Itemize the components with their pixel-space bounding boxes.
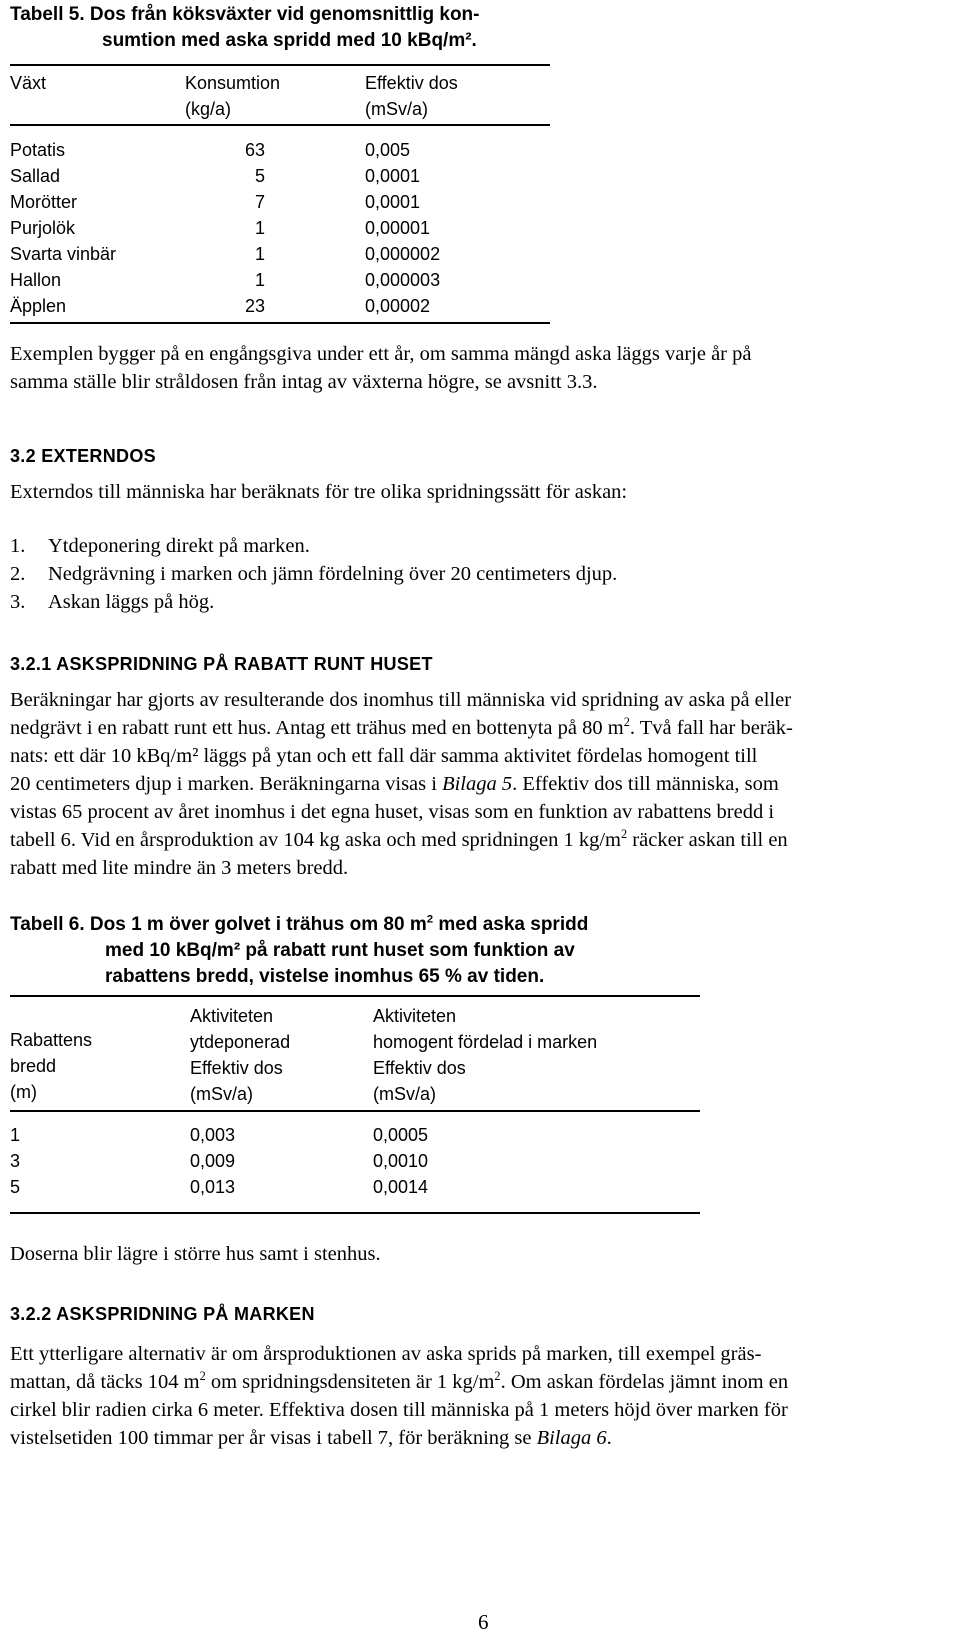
consumption-cell: 63 bbox=[244, 140, 265, 160]
width-cell: 1 bbox=[10, 1125, 21, 1145]
plant-cell: Äpplen bbox=[10, 296, 67, 316]
plant-cell: Sallad bbox=[10, 166, 61, 186]
list-item-number: 2. bbox=[10, 563, 26, 585]
text-run: . Om askan fördelas jämnt inom en bbox=[500, 1371, 789, 1393]
superscript: 2 bbox=[621, 827, 628, 842]
section-3-2-1-body bbox=[10, 686, 950, 882]
dose-cell: 0,00002 bbox=[365, 296, 431, 316]
table-row bbox=[10, 140, 565, 166]
text-run: om spridningsdensiteten är 1 kg/m bbox=[205, 1371, 495, 1393]
paragraph-line: nats: ett där 10 kBq/m² läggs på ytan och ett fall där samma aktivitet fördelas homogent till bbox=[10, 745, 758, 767]
table6-header-surface bbox=[190, 1003, 290, 1107]
text-run: med aska spridd bbox=[433, 914, 589, 935]
table5-header-dose-label: Effektiv dos bbox=[365, 73, 458, 93]
homogeneous-dose-cell: 0,0014 bbox=[373, 1177, 429, 1197]
table6-header-homogeneous bbox=[373, 1003, 597, 1107]
table6-caption-line3: rabattens bredd, vistelse inomhus 65 % av tiden. bbox=[105, 966, 545, 987]
plant-cell: Purjolök bbox=[10, 218, 76, 238]
text-run: Tabell 6. Dos 1 m över golvet i trähus om 80 m bbox=[10, 914, 427, 935]
paragraph-table5-note bbox=[10, 340, 950, 396]
table6-top-rule bbox=[10, 995, 700, 997]
consumption-cell: 5 bbox=[254, 166, 265, 186]
section-3-2-intro: Externdos till människa har beräknats för tre olika spridningssätt för askan: bbox=[10, 481, 628, 503]
paragraph-line: cirkel blir radien cirka 6 meter. Effektiva dosen till människa på 1 meters höjd över marken för bbox=[10, 1399, 788, 1421]
header-line: homogent fördelad i marken bbox=[373, 1032, 598, 1052]
list-item bbox=[10, 532, 910, 560]
section-3-2-list bbox=[10, 532, 910, 616]
dose-cell: 0,00001 bbox=[365, 218, 431, 238]
header-line: bredd bbox=[10, 1056, 57, 1076]
text-run: nedgrävt i en rabatt runt ett hus. Antag ett trähus med en bottenyta på 80 m bbox=[10, 717, 624, 739]
consumption-cell: 1 bbox=[254, 270, 265, 290]
table-row bbox=[10, 270, 565, 296]
paragraph-line bbox=[10, 1368, 950, 1396]
table6 bbox=[10, 1125, 573, 1203]
text-run: räcker askan till en bbox=[627, 829, 788, 851]
table6-bottom-rule bbox=[10, 1212, 700, 1214]
table6-header-width bbox=[10, 1027, 92, 1105]
width-cell: 5 bbox=[10, 1177, 21, 1197]
list-item-text: Ytdeponering direkt på marken. bbox=[48, 535, 310, 557]
table5-header-consumption-unit: (kg/a) bbox=[185, 99, 232, 119]
homogeneous-dose-cell: 0,0010 bbox=[373, 1151, 429, 1171]
list-item-text: Nedgrävning i marken och jämn fördelning över 20 centimeters djup. bbox=[48, 563, 618, 585]
table5-caption-line1: Tabell 5. Dos från köksväxter vid genomsnittlig kon- bbox=[10, 4, 480, 25]
paragraph-line bbox=[10, 770, 950, 798]
appendix-reference: Bilaga 6 bbox=[536, 1427, 607, 1449]
table5-header-plant: Växt bbox=[10, 73, 47, 93]
text-run: . bbox=[606, 1427, 612, 1449]
homogeneous-dose-cell: 0,0005 bbox=[373, 1125, 429, 1145]
appendix-reference: Bilaga 5 bbox=[442, 773, 513, 795]
table5-top-rule bbox=[10, 64, 550, 66]
header-line: (mSv/a) bbox=[190, 1084, 253, 1104]
consumption-cell: 23 bbox=[244, 296, 265, 316]
header-line: Rabattens bbox=[10, 1030, 93, 1050]
table-row bbox=[10, 192, 565, 218]
paragraph-line: rabatt med lite mindre än 3 meters bredd. bbox=[10, 857, 349, 879]
table5 bbox=[10, 140, 565, 322]
table-row bbox=[10, 166, 565, 192]
header-line: Aktiviteten bbox=[190, 1006, 274, 1026]
list-item-number: 1. bbox=[10, 535, 26, 557]
dose-cell: 0,000003 bbox=[365, 270, 441, 290]
table5-header-consumption-label: Konsumtion bbox=[185, 73, 281, 93]
paragraph-line bbox=[10, 1424, 950, 1452]
table5-caption bbox=[10, 2, 610, 54]
superscript: 2 bbox=[426, 913, 434, 926]
table6-caption bbox=[10, 912, 710, 990]
section-3-2-2-heading: 3.2.2 ASKSPRIDNING PÅ MARKEN bbox=[10, 1304, 315, 1324]
section-3-2-2-body bbox=[10, 1340, 950, 1452]
width-cell: 3 bbox=[10, 1151, 21, 1171]
table-row bbox=[10, 1151, 573, 1177]
header-line: (m) bbox=[10, 1082, 37, 1102]
plant-cell: Svarta vinbär bbox=[10, 244, 117, 264]
text-run: 20 centimeters djup i marken. Beräkningarna visas i bbox=[10, 773, 443, 795]
list-item bbox=[10, 560, 910, 588]
text-run: vistelsetiden 100 timmar per år visas i tabell 7, för beräkning se bbox=[10, 1427, 537, 1449]
dose-cell: 0,005 bbox=[365, 140, 411, 160]
paragraph-line: Beräkningar har gjorts av resulterande dos inomhus till människa vid spridning av aska på eller bbox=[10, 689, 792, 711]
table-row bbox=[10, 218, 565, 244]
dose-cell: 0,0001 bbox=[365, 166, 421, 186]
paragraph-line bbox=[10, 826, 950, 854]
header-line: Aktiviteten bbox=[373, 1006, 457, 1026]
table6-header-rule bbox=[10, 1110, 700, 1112]
plant-cell: Hallon bbox=[10, 270, 62, 290]
paragraph-line: Exemplen bygger på en engångsgiva under ett år, om samma mängd aska läggs varje år på bbox=[10, 343, 752, 365]
superscript: 2 bbox=[623, 715, 630, 730]
list-item bbox=[10, 588, 910, 616]
paragraph-line: vistas 65 procent av året inomhus i det egna huset, visas som en funktion av rabattens bredd i bbox=[10, 801, 775, 823]
section-3-2-heading: 3.2 EXTERNDOS bbox=[10, 446, 156, 466]
superscript: 2 bbox=[494, 1369, 501, 1384]
paragraph-after-table6: Doserna blir lägre i större hus samt i stenhus. bbox=[10, 1243, 381, 1265]
consumption-cell: 7 bbox=[254, 192, 265, 212]
table-row bbox=[10, 1125, 573, 1151]
section-3-2-1-heading: 3.2.1 ASKSPRIDNING PÅ RABATT RUNT HUSET bbox=[10, 654, 433, 674]
table6-caption-line1 bbox=[10, 912, 710, 938]
text-run: . Två fall har beräk- bbox=[629, 717, 793, 739]
text-run: mattan, då täcks 104 m bbox=[10, 1371, 200, 1393]
table-row bbox=[10, 244, 565, 270]
header-line: Effektiv dos bbox=[190, 1058, 283, 1078]
list-item-number: 3. bbox=[10, 591, 26, 613]
header-line: ytdeponerad bbox=[190, 1032, 291, 1052]
dose-cell: 0,0001 bbox=[365, 192, 421, 212]
table5-header-dose bbox=[365, 70, 458, 122]
header-line: (mSv/a) bbox=[373, 1084, 436, 1104]
table6-caption-line2: med 10 kBq/m² på rabatt runt huset som funktion av bbox=[105, 940, 575, 961]
surface-dose-cell: 0,013 bbox=[190, 1177, 236, 1197]
dose-cell: 0,000002 bbox=[365, 244, 441, 264]
table5-caption-line2: sumtion med aska spridd med 10 kBq/m². bbox=[102, 30, 477, 51]
table5-header-rule bbox=[10, 124, 550, 126]
surface-dose-cell: 0,009 bbox=[190, 1151, 236, 1171]
header-line: Effektiv dos bbox=[373, 1058, 466, 1078]
plant-cell: Morötter bbox=[10, 192, 78, 212]
table-row bbox=[10, 1177, 573, 1203]
table-row bbox=[10, 296, 565, 322]
table5-header-dose-unit: (mSv/a) bbox=[365, 99, 428, 119]
consumption-cell: 1 bbox=[254, 218, 265, 238]
page-number: 6 bbox=[478, 1610, 489, 1634]
paragraph-line bbox=[10, 714, 950, 742]
table5-header-consumption bbox=[185, 70, 280, 122]
consumption-cell: 1 bbox=[254, 244, 265, 264]
list-item-text: Askan läggs på hög. bbox=[48, 591, 215, 613]
text-run: . Effektiv dos till människa, som bbox=[512, 773, 779, 795]
plant-cell: Potatis bbox=[10, 140, 66, 160]
superscript: 2 bbox=[199, 1369, 206, 1384]
paragraph-line: Ett ytterligare alternativ är om årsproduktionen av aska sprids på marken, till exempel gräs- bbox=[10, 1343, 762, 1365]
text-run: tabell 6. Vid en årsproduktion av 104 kg aska och med spridningen 1 kg/m bbox=[10, 829, 622, 851]
table5-bottom-rule bbox=[10, 322, 550, 324]
paragraph-line: samma ställe blir stråldosen från intag av växterna högre, se avsnitt 3.3. bbox=[10, 371, 598, 393]
surface-dose-cell: 0,003 bbox=[190, 1125, 236, 1145]
